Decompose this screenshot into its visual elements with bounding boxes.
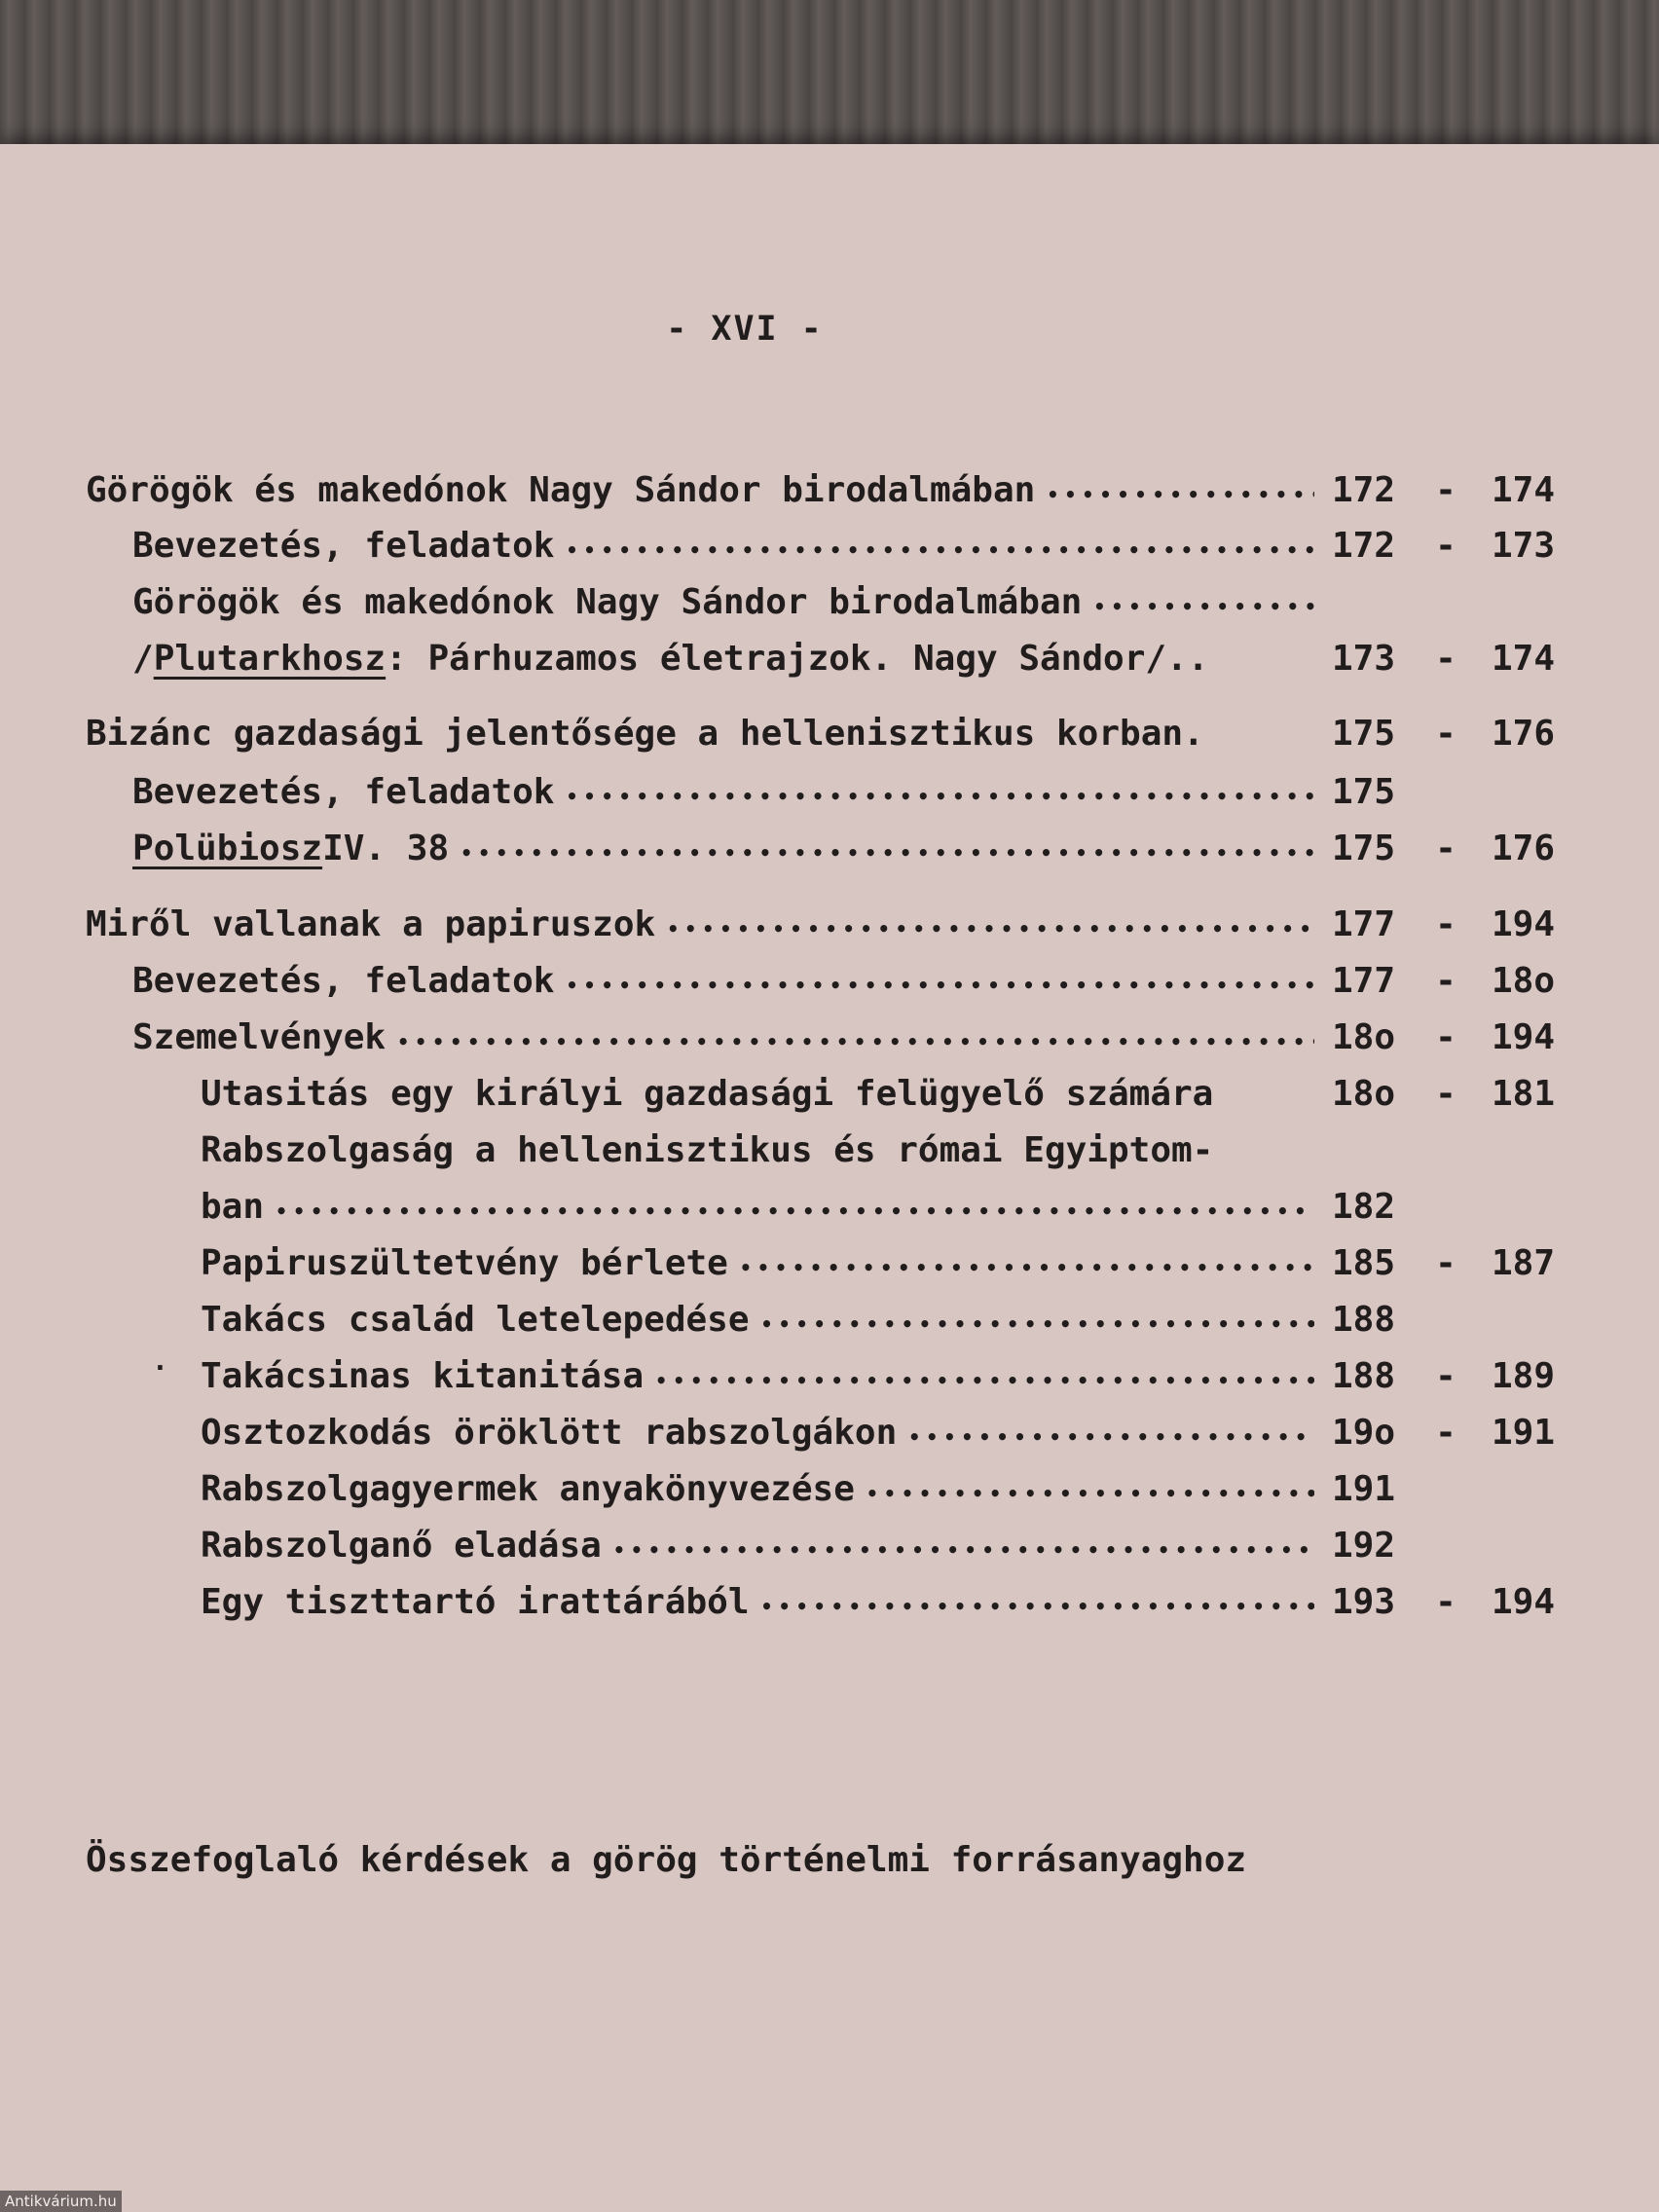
toc-entry-title: : Párhuzamos életrajzok. Nagy Sándor/.. (386, 639, 1209, 679)
toc-entry-title: Takács család letelepedése (201, 1300, 750, 1340)
toc-page-start: 177 (1332, 961, 1396, 1001)
toc-page-start: 182 (1332, 1187, 1396, 1227)
toc-page-end: 194 (1492, 1017, 1556, 1057)
toc-entry-title: Takácsinas kitanitása (201, 1356, 645, 1396)
toc-entry-title: Szemelvények (132, 1017, 387, 1057)
leader-dots (667, 904, 1314, 944)
toc-page-end: 176 (1492, 714, 1556, 754)
toc-entry-title: IV. 38 (322, 829, 450, 868)
toc-page-start: 188 (1332, 1300, 1396, 1340)
toc-page-start: 19o (1332, 1413, 1396, 1453)
toc-page-start: 191 (1332, 1469, 1396, 1509)
toc-page-start: 173 (1332, 639, 1396, 679)
leader-dots (276, 1187, 1314, 1227)
toc-page-dash: - (1435, 1074, 1456, 1114)
toc-entry (86, 714, 1314, 754)
toc-page-start: 172 (1332, 526, 1396, 566)
toc-entry-title: Bevezetés, feladatok (132, 772, 555, 812)
toc-entry-title: Görögök és makedónok Nagy Sándor birodalmában (132, 582, 1083, 622)
toc-entry (86, 470, 1314, 510)
toc-entry (132, 582, 1314, 622)
leader-dots (761, 1300, 1314, 1340)
toc-page-dash: - (1435, 526, 1456, 566)
toc-page-dash: - (1435, 961, 1456, 1001)
toc-page-dash: - (1435, 639, 1456, 679)
leader-dots (397, 1017, 1314, 1057)
leader-dots (908, 1413, 1314, 1453)
toc-entry-author: Plutarkhosz (153, 639, 387, 679)
toc-page-dash: - (1435, 829, 1456, 868)
toc-entry-title: Bizánc gazdasági jelentősége a hellenisztikus korban. (86, 714, 1204, 754)
toc-entry-author: Polübiosz (132, 829, 323, 868)
toc-page-start: 175 (1332, 772, 1396, 812)
leader-dots (761, 1582, 1314, 1622)
leader-dots (866, 1469, 1314, 1509)
toc-page-dash: - (1435, 1243, 1456, 1283)
toc-entry (132, 1017, 1314, 1057)
toc-page-dash: - (1435, 1017, 1456, 1057)
toc-page-start: 193 (1332, 1582, 1396, 1622)
toc-page-end: 187 (1492, 1243, 1556, 1283)
toc-page-dash: - (1435, 470, 1456, 510)
toc-page-start: 185 (1332, 1243, 1396, 1283)
toc-page-start: 175 (1332, 829, 1396, 868)
toc-page-end: 194 (1492, 904, 1556, 944)
toc-entry-title: Rabszolgaság a hellenisztikus és római Egyiptom- (201, 1130, 1214, 1170)
toc-page-dash: - (1435, 1413, 1456, 1453)
toc-page-start: 18o (1332, 1074, 1396, 1114)
toc-entry-title: Bevezetés, feladatok (132, 526, 555, 566)
toc-page-dash: - (1435, 1356, 1456, 1396)
leader-dots (461, 829, 1314, 868)
toc-entry (201, 1413, 1314, 1453)
toc-entry (201, 1243, 1314, 1283)
toc-page-end: 181 (1492, 1074, 1556, 1114)
toc-entry (132, 961, 1314, 1001)
toc-page-start: 172 (1332, 470, 1396, 510)
toc-page-start: 175 (1332, 714, 1396, 754)
toc-entry (86, 904, 1314, 944)
toc-page-end: 173 (1492, 526, 1556, 566)
toc-entry-title: Egy tiszttartó irattárából (201, 1582, 750, 1622)
toc-page-end: 194 (1492, 1582, 1556, 1622)
toc-page-start: 188 (1332, 1356, 1396, 1396)
leader-dots (566, 772, 1314, 812)
watermark: Antikvárium.hu (0, 2191, 122, 2212)
toc-entry (132, 772, 1314, 812)
toc-entry-title: Papiruszültetvény bérlete (201, 1243, 728, 1283)
toc-entry-title: Rabszolgagyermek anyakönyvezése (201, 1469, 855, 1509)
toc-page-start: 192 (1332, 1526, 1396, 1566)
page-number: - XVI - (666, 310, 824, 349)
stray-mark: · (152, 1351, 168, 1383)
summary-heading: Összefoglaló kérdések a görög történelmi forrásanyaghoz (86, 1840, 1247, 1880)
toc-page-dash: - (1435, 714, 1456, 754)
leader-dots (1093, 582, 1314, 622)
toc-entry (132, 639, 1314, 679)
leader-dots (655, 1356, 1314, 1396)
toc-page-start: 18o (1332, 1017, 1396, 1057)
toc-page-start: 177 (1332, 904, 1396, 944)
toc-page-end: 189 (1492, 1356, 1556, 1396)
leader-dots (566, 961, 1314, 1001)
toc-entry-title: Utasitás egy királyi gazdasági felügyelő számára (201, 1074, 1214, 1114)
toc-page-end: 18o (1492, 961, 1556, 1001)
toc-page-end: 174 (1492, 639, 1556, 679)
leader-dots (566, 526, 1314, 566)
toc-entry-title: Görögök és makedónok Nagy Sándor birodalmában (86, 470, 1036, 510)
toc-entry (201, 1074, 1320, 1114)
toc-page-end: 174 (1492, 470, 1556, 510)
leader-dots (613, 1526, 1314, 1566)
toc-entry (201, 1526, 1314, 1566)
toc-entry-title: Bevezetés, feladatok (132, 961, 555, 1001)
toc-page-dash: - (1435, 1582, 1456, 1622)
toc-entry (132, 829, 1314, 868)
background-surface (0, 0, 1659, 156)
toc-entry-title: ban (201, 1187, 265, 1227)
toc-entry (201, 1130, 1320, 1170)
toc-entry (201, 1582, 1314, 1622)
toc-entry-title: Miről vallanak a papiruszok (86, 904, 656, 944)
toc-page-end: 191 (1492, 1413, 1556, 1453)
toc-entry (201, 1187, 1314, 1227)
document-page (0, 144, 1659, 2212)
toc-page-dash: - (1435, 904, 1456, 944)
toc-page-end: 176 (1492, 829, 1556, 868)
leader-dots (1047, 470, 1314, 510)
toc-entry-title: Osztozkodás öröklött rabszolgákon (201, 1413, 898, 1453)
toc-entry-prefix: / (132, 639, 154, 679)
toc-entry (132, 526, 1314, 566)
toc-entry (201, 1356, 1314, 1396)
toc-entry-title: Rabszolganő eladása (201, 1526, 602, 1566)
toc-entry (201, 1469, 1314, 1509)
leader-dots (740, 1243, 1314, 1283)
toc-entry (201, 1300, 1314, 1340)
